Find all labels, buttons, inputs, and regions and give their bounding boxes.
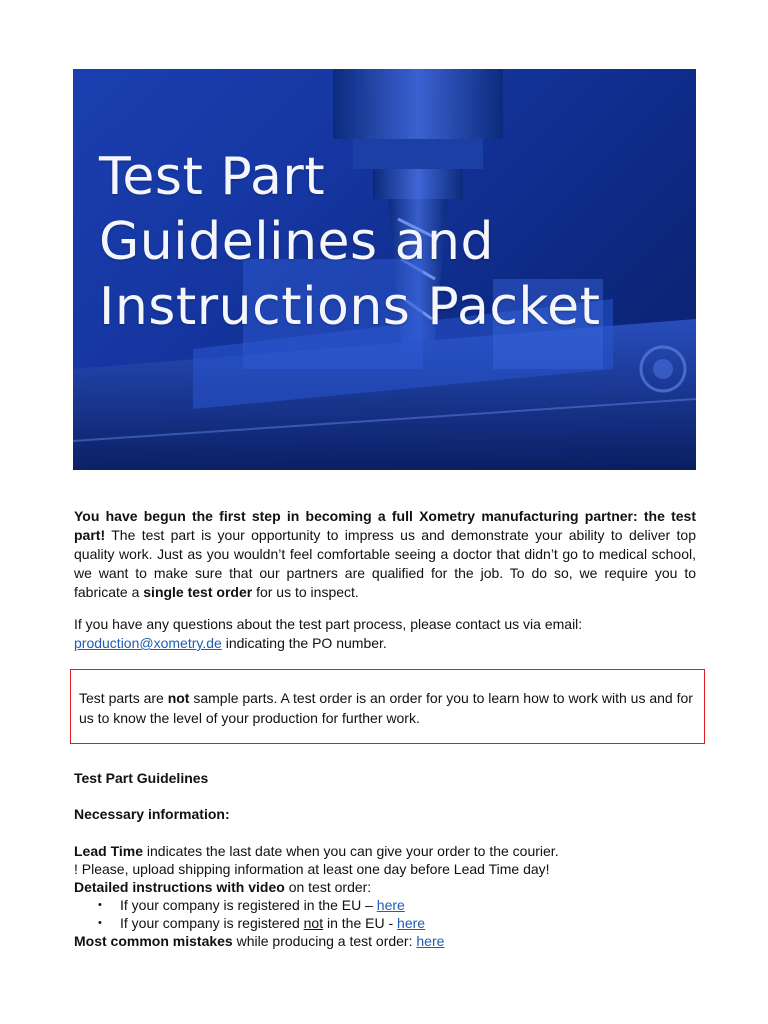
non-eu-item-text: If your company is registered xyxy=(120,915,304,931)
necessary-info-heading: Necessary information: xyxy=(74,806,230,822)
mistakes-text: while producing a test order: xyxy=(232,933,417,949)
cover-image xyxy=(73,69,696,470)
cover-title-line: Instructions Packet xyxy=(99,277,601,337)
warning-text: Please, upload shipping information at least one day before Lead Time day! xyxy=(77,861,550,877)
instructions-text: on test order: xyxy=(284,879,372,895)
eu-instructions-link[interactable]: here xyxy=(376,897,405,913)
non-eu-item-text-end: in the EU - xyxy=(323,915,398,931)
list-item xyxy=(98,914,696,932)
shipping-warning-line xyxy=(74,860,696,878)
lead-time-line xyxy=(74,842,696,860)
cover-title xyxy=(99,145,679,340)
contact-text: If you have any questions about the test part process, please contact us via email: xyxy=(74,616,583,632)
instructions-line xyxy=(74,878,696,896)
mistakes-label: Most common mistakes xyxy=(74,933,233,949)
instructions-list xyxy=(74,896,696,932)
intro-body: The test part is your opportunity to impress us and demonstrate your ability to deliver top quality work. Just as you wouldn’t feel comfortable seeing a doctor that didn’t go to medical school, we want to make sure that our partners are qualified for the job. To do so, we require you to fabricate a xyxy=(74,527,696,600)
intro-body-end: for us to inspect. xyxy=(252,584,359,600)
cover-title-line: Test Part xyxy=(99,147,326,207)
notice-box xyxy=(70,669,705,744)
guidelines-section xyxy=(74,842,696,950)
email-link[interactable]: production@xometry.de xyxy=(74,635,222,651)
intro-paragraph xyxy=(74,507,696,602)
single-test-order-emphasis: single test order xyxy=(143,584,253,600)
notice-text: Test parts are xyxy=(79,690,168,706)
cover-title-line: Guidelines and xyxy=(99,212,494,272)
contact-after: indicating the PO number. xyxy=(221,635,387,651)
lead-time-text: indicates the last date when you can give your order to the courier. xyxy=(143,843,559,859)
contact-paragraph xyxy=(74,615,696,653)
guidelines-heading: Test Part Guidelines xyxy=(74,770,209,786)
non-eu-instructions-link[interactable]: here xyxy=(397,915,426,931)
lead-time-label: Lead Time xyxy=(74,843,143,859)
instructions-label: Detailed instructions with video xyxy=(74,879,285,895)
eu-item-text: If your company is registered in the EU – xyxy=(120,897,377,913)
list-item xyxy=(98,896,696,914)
not-emphasis: not xyxy=(303,915,324,931)
intro-lead: You have begun the first step in becoming a full Xometry manufacturing partner: the test part! xyxy=(74,508,696,543)
common-mistakes-line xyxy=(74,932,696,950)
mistakes-link[interactable]: here xyxy=(416,933,445,949)
warning-icon: ! xyxy=(74,861,78,877)
notice-not-emphasis: not xyxy=(167,690,190,706)
notice-text-end: sample parts. A test order is an order for you to learn how to work with us and for us to know the level of your production for further work. xyxy=(79,690,693,726)
